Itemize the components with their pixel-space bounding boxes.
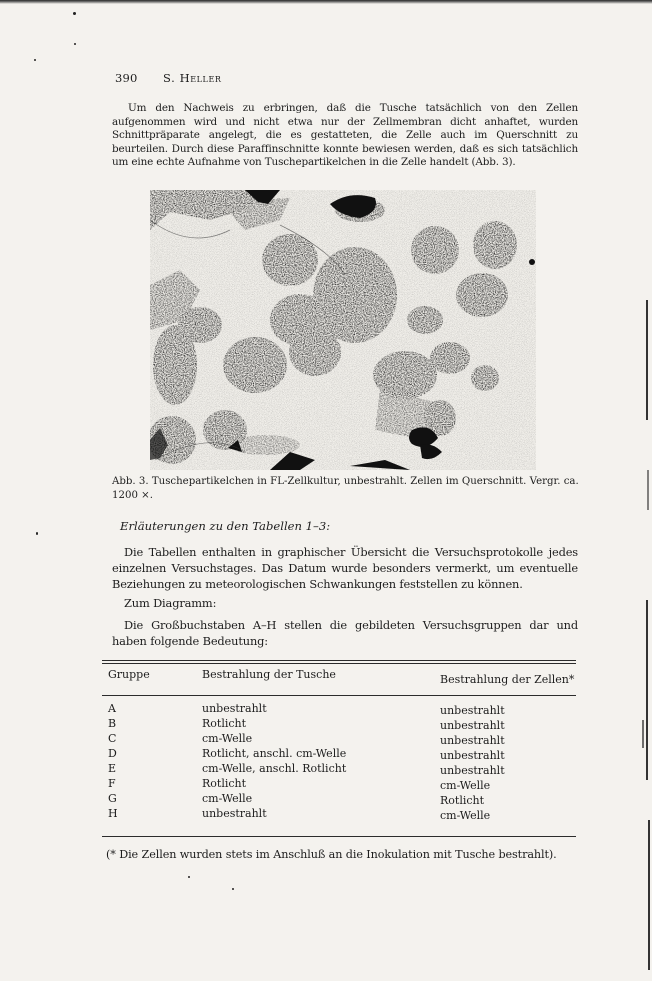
table-row [102,762,576,777]
ink-irradiation-cell: unbestrahlt [202,702,267,715]
table-row [102,702,576,717]
table-footnote: (* Die Zellen wurden stets im Anschluß an die Inokulation mit Tusche bestrahlt). [106,848,557,861]
scan-speck [188,876,190,878]
cell-irradiation-cell: unbestrahlt [440,719,505,732]
subheading: Zum Diagramm: [124,596,217,610]
ink-irradiation-cell: cm-Welle [202,792,253,805]
section-title: Erläuterungen zu den Tabellen 1–3: [120,519,331,533]
cell-irradiation-cell: unbestrahlt [440,704,505,717]
scan-speck [73,12,76,15]
column-header: Bestrahlung der Zellen* [440,673,575,686]
table-row [102,807,576,822]
page-number: 390 [115,71,138,85]
table-rule [102,660,576,661]
scan-speck [74,43,76,45]
ink-irradiation-cell: cm-Welle [202,732,253,745]
body-paragraph: Um den Nachweis zu erbringen, daß die Tusche tatsächlich von den Zellen aufgenommen wird und nicht etwa nur der Zellmembran dicht anhaftet, wurden Schnittpräparate angelegt, die es gestatteten, die Zelle auch im Querschnitt zu beurteilen. Durch diese Paraffinschnitte konnte bewiesen werden, daß es sich tatsächlich um eine echte Aufnahme von Tuschepartikelchen in die Zelle handelt (Abb. 3). [112,102,578,169]
body-paragraph: Die Großbuchstaben A–H stellen die gebildeten Versuchsgruppen dar und haben folgende Bedeutung: [112,618,578,648]
table-row [102,777,576,792]
ink-irradiation-cell: Rotlicht [202,777,247,790]
figure-caption: Abb. 3. Tuschepartikelchen in FL-Zellkultur, unbestrahlt. Zellen im Querschnitt. Vergr. ca. 1200 ×. [112,476,579,501]
group-cell: G [108,792,117,805]
column-header: Bestrahlung der Tusche [202,668,336,681]
table-row [102,747,576,762]
scan-right-edge [630,0,652,981]
table-rule [102,695,576,696]
group-cell: E [108,762,117,775]
table-row [102,732,576,747]
cell-irradiation-cell: unbestrahlt [440,734,505,747]
ink-irradiation-cell: unbestrahlt [202,807,267,820]
cell-irradiation-cell: unbestrahlt [440,749,505,762]
group-cell: B [108,717,117,730]
table-rule [102,836,576,837]
scan-speck [34,59,36,61]
table-row [102,717,576,732]
scan-speck [232,888,234,890]
ink-irradiation-cell: cm-Welle, anschl. Rotlicht [202,762,347,775]
cell-irradiation-cell: Rotlicht [440,794,485,807]
body-paragraph: Die Tabellen enthalten in graphischer Übersicht die Versuchsprotokolle jedes einzelnen Versuchstages. Das Datum wurde besonders vermerkt, um eventuelle Beziehungen zu meteorologischen Schwankungen feststellen zu können. [112,545,578,591]
table-row [102,792,576,807]
cell-irradiation-cell: cm-Welle [440,779,491,792]
author-name: S. Heller [163,71,222,85]
group-cell: D [108,747,117,760]
group-cell: F [108,777,116,790]
running-header [115,71,222,85]
scan-speck [36,532,38,535]
group-cell: C [108,732,117,745]
group-cell: A [108,702,116,715]
cell-irradiation-cell: unbestrahlt [440,764,505,777]
ink-irradiation-cell: Rotlicht, anschl. cm-Welle [202,747,347,760]
scan-top-edge [0,0,652,4]
column-header: Gruppe [108,668,150,681]
ink-irradiation-cell: Rotlicht [202,717,247,730]
group-cell: H [108,807,118,820]
cell-irradiation-cell: cm-Welle [440,809,491,822]
micrograph-image [150,190,536,470]
figure-micrograph [150,190,536,470]
table-rule [102,663,576,664]
